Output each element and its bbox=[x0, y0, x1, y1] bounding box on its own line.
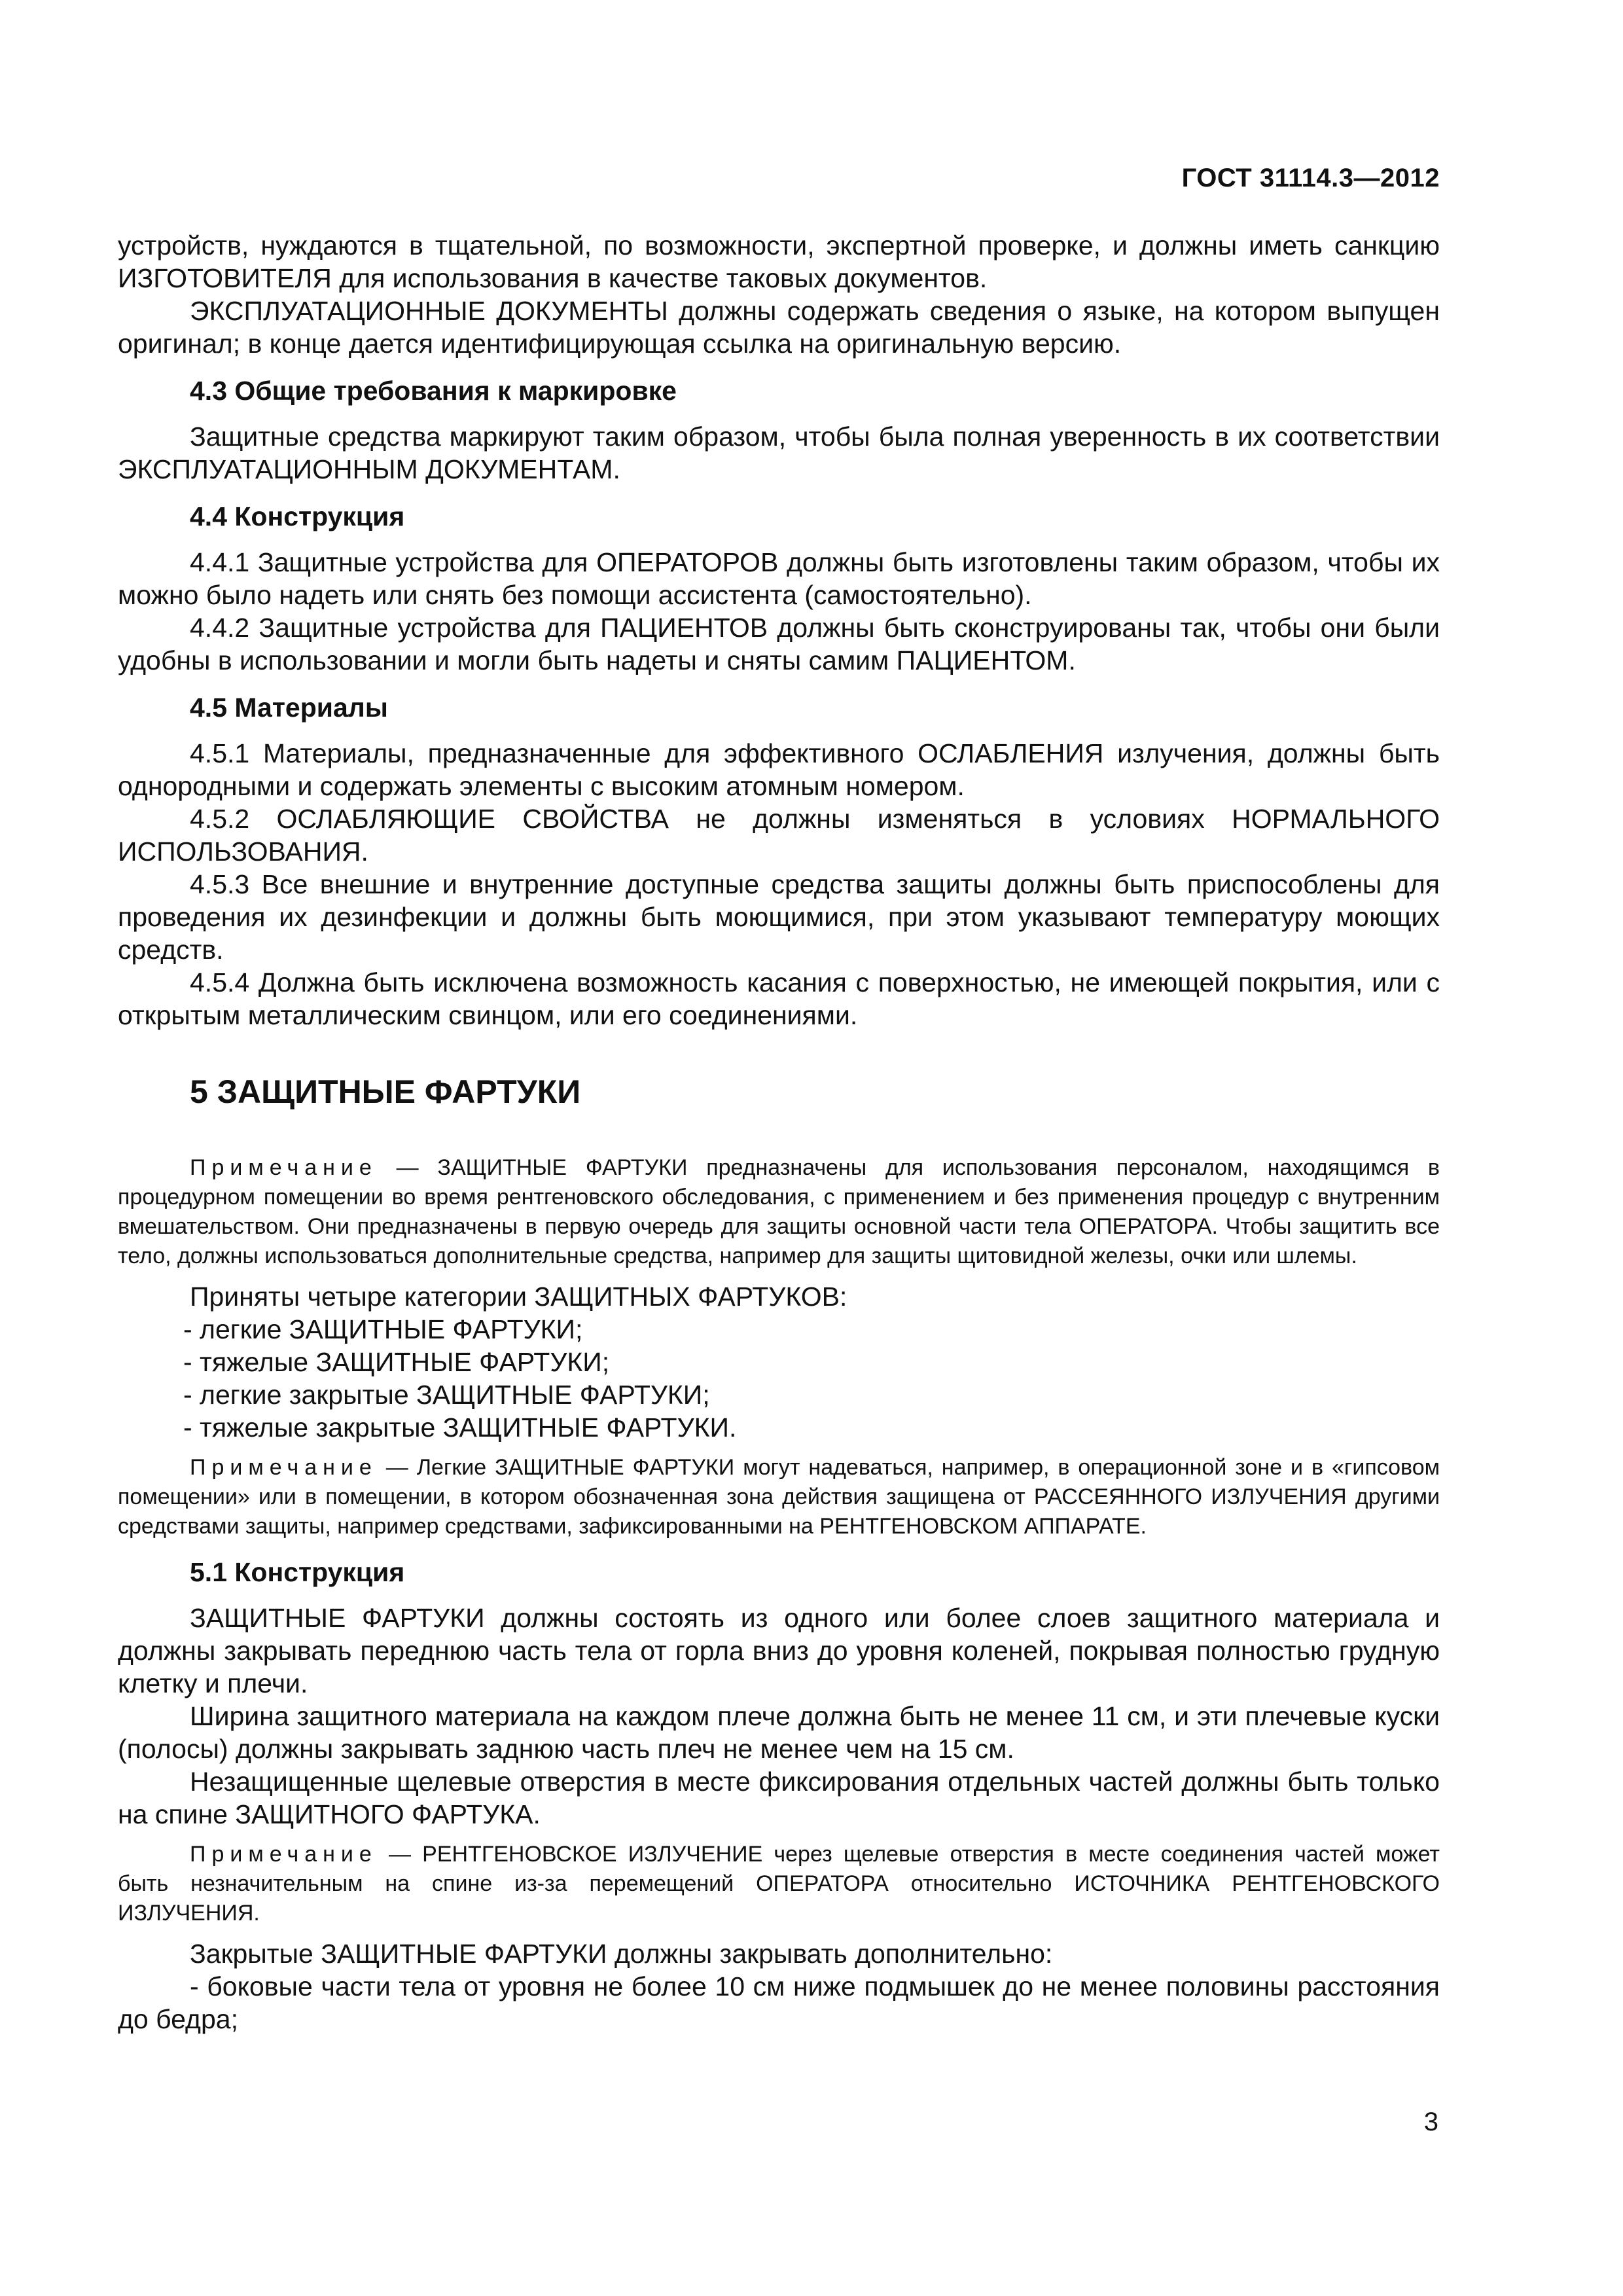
paragraph: Ширина защитного материала на каждом плече должна быть не менее 11 см, и эти плечевые куски (полосы) должны закрывать заднюю часть плеч не менее чем на 15 см. bbox=[118, 1701, 1440, 1764]
paragraph: 4.5.4 Должна быть исключена возможность касания с поверхностью, не имеющей покрытия, или с открытым металлическим свинцом, или его соединениями. bbox=[118, 967, 1440, 1030]
chapter-heading-5: 5 ЗАЩИТНЫЕ ФАРТУКИ bbox=[190, 1073, 581, 1110]
page-number: 3 bbox=[1423, 2108, 1438, 2136]
paragraph: 4.4.1 Защитные устройства для ОПЕРАТОРОВ должны быть изготовлены таким образом, чтобы их можно было надеть или снять без помощи ассистента (самостоятельно). bbox=[118, 547, 1440, 610]
section-heading-4-3: 4.3 Общие требования к маркировке bbox=[190, 376, 677, 406]
paragraph: устройств, нуждаются в тщательной, по возможности, экспертной проверке, и должны иметь санкцию ИЗГОТОВИТЕЛЯ для использования в качестве таковых документов. bbox=[118, 230, 1440, 293]
document-body bbox=[118, 229, 1440, 2036]
note-label: Примечание bbox=[190, 1842, 378, 1867]
list-item: - легкие закрытые ЗАЩИТНЫЕ ФАРТУКИ; bbox=[183, 1380, 710, 1410]
paragraph: Приняты четыре категории ЗАЩИТНЫХ ФАРТУКОВ: bbox=[190, 1282, 847, 1312]
paragraph: 4.4.2 Защитные устройства для ПАЦИЕНТОВ должны быть сконструированы так, чтобы они были удобны в использовании и могли быть надеты и сняты самим ПАЦИЕНТОМ. bbox=[118, 613, 1440, 675]
note bbox=[118, 1453, 1440, 1541]
list-item: - тяжелые ЗАЩИТНЫЕ ФАРТУКИ; bbox=[183, 1347, 610, 1377]
category-list bbox=[118, 1313, 1440, 1444]
list-item: - легкие ЗАЩИТНЫЕ ФАРТУКИ; bbox=[183, 1314, 583, 1344]
paragraph: 4.5.3 Все внешние и внутренние доступные средства защиты должны быть приспособлены для проведения их дезинфекции и должны быть моющимися, при этом указывают температуру моющих средств. bbox=[118, 869, 1440, 965]
document-code-header: ГОСТ 31114.3—2012 bbox=[1181, 164, 1440, 192]
paragraph: ЭКСПЛУАТАЦИОННЫЕ ДОКУМЕНТЫ должны содержать сведения о языке, на котором выпущен оригинал; в конце дается идентифицирующая ссылка на оригинальную версию. bbox=[118, 296, 1440, 359]
paragraph: Защитные средства маркируют таким образом, чтобы была полная уверенность в их соответствии ЭКСПЛУАТАЦИОННЫМ ДОКУМЕНТАМ. bbox=[118, 422, 1440, 484]
section-heading-4-4: 4.4 Конструкция bbox=[190, 501, 405, 531]
note-label: Примечание bbox=[190, 1455, 378, 1480]
list-item: - тяжелые закрытые ЗАЩИТНЫЕ ФАРТУКИ. bbox=[183, 1412, 737, 1443]
paragraph: ЗАЩИТНЫЕ ФАРТУКИ должны состоять из одного или более слоев защитного материала и должны закрывать переднюю часть тела от горла вниз до уровня коленей, покрывая полностью грудную клетку и плечи. bbox=[118, 1603, 1440, 1698]
section-heading-4-5: 4.5 Материалы bbox=[190, 692, 388, 723]
note-text: — ЗАЩИТНЫЕ ФАРТУКИ предназначены для использования персоналом, находящимся в процедурном помещении во время рентгеновского обследования, с применением и без применения процедур с внутренним вмешательством. Они предназначены в первую очередь для защиты основной части тела ОПЕРАТОРА. Чтобы защитить все тело, должны использоваться дополнительные средства, например для защиты щитовидной железы, очки или шлемы. bbox=[118, 1155, 1440, 1268]
note bbox=[118, 1153, 1440, 1271]
section-heading-5-1: 5.1 Конструкция bbox=[190, 1557, 405, 1587]
paragraph: 4.5.1 Материалы, предназначенные для эффективного ОСЛАБЛЕНИЯ излучения, должны быть однородными и содержать элементы с высоким атомным номером. bbox=[118, 738, 1440, 801]
paragraph: Незащищенные щелевые отверстия в месте фиксирования отдельных частей должны быть только на спине ЗАЩИТНОГО ФАРТУКА. bbox=[118, 1767, 1440, 1829]
note-text: — Легкие ЗАЩИТНЫЕ ФАРТУКИ могут надеваться, например, в операционной зоне и в «гипсовом помещении» или в помещении, в котором обозначенная зона действия защищена от РАССЕЯННОГО ИЗЛУЧЕНИЯ другими средствами защиты, например средствами, зафиксированными на РЕНТГЕНОВСКОМ АППАРАТЕ. bbox=[118, 1455, 1440, 1539]
note bbox=[118, 1840, 1440, 1928]
paragraph: Закрытые ЗАЩИТНЫЕ ФАРТУКИ должны закрывать дополнительно: bbox=[190, 1939, 1053, 1969]
paragraph: 4.5.2 ОСЛАБЛЯЮЩИЕ СВОЙСТВА не должны изменяться в условиях НОРМАЛЬНОГО ИСПОЛЬЗОВАНИЯ. bbox=[118, 804, 1440, 867]
paragraph: - боковые части тела от уровня не более 10 см ниже подмышек до не менее половины расстояния до бедра; bbox=[118, 1971, 1440, 2034]
note-text: — РЕНТГЕНОВСКОЕ ИЗЛУЧЕНИЕ через щелевые отверстия в месте соединения частей может быть незначительным на спине из-за перемещений ОПЕРАТОРА относительно ИСТОЧНИКА РЕНТГЕНОВСКОГО ИЗЛУЧЕНИЯ. bbox=[118, 1842, 1440, 1926]
note-label: Примечание bbox=[190, 1155, 378, 1180]
